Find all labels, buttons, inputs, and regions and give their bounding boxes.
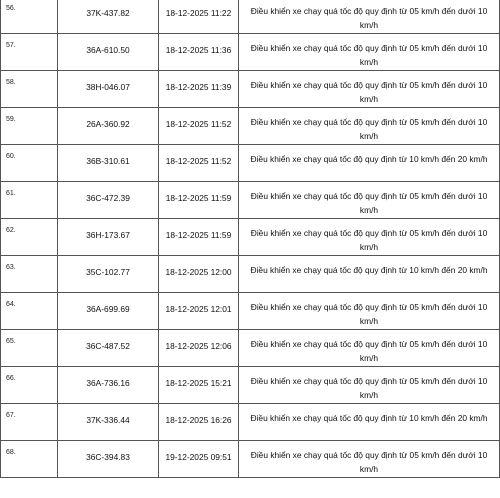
violation-time: 18-12-2025 15:21 (159, 367, 239, 404)
license-plate: 36B-310.61 (58, 145, 159, 182)
violation-time: 18-12-2025 11:36 (159, 34, 239, 71)
table-row (1, 330, 500, 367)
violation-time: 18-12-2025 11:59 (159, 182, 239, 219)
row-number: 64. (1, 293, 58, 330)
license-plate: 36C-394.83 (58, 441, 159, 478)
violation-time: 18-12-2025 12:00 (159, 256, 239, 293)
violation-time: 18-12-2025 12:06 (159, 330, 239, 367)
license-plate: 37K-437.82 (58, 0, 159, 34)
table-row (1, 256, 500, 293)
license-plate: 36A-736.16 (58, 367, 159, 404)
table-row (1, 219, 500, 256)
violation-time: 18-12-2025 11:52 (159, 145, 239, 182)
violation-description: Điều khiển xe chạy quá tốc độ quy định từ 10 km/h đến 20 km/h (239, 404, 500, 441)
violation-description: Điều khiển xe chạy quá tốc độ quy định từ 05 km/h đến dưới 10 km/h (239, 71, 500, 108)
violation-description: Điều khiển xe chạy quá tốc độ quy định từ 10 km/h đến 20 km/h (239, 256, 500, 293)
violation-description: Điều khiển xe chạy quá tốc độ quy định từ 10 km/h đến 20 km/h (239, 145, 500, 182)
row-number: 60. (1, 145, 58, 182)
violation-time: 18-12-2025 12:01 (159, 293, 239, 330)
violation-time: 19-12-2025 09:51 (159, 441, 239, 478)
row-number: 68. (1, 441, 58, 478)
violation-time: 18-12-2025 16:26 (159, 404, 239, 441)
violation-description: Điều khiển xe chạy quá tốc độ quy định từ 05 km/h đến dưới 10 km/h (239, 219, 500, 256)
violation-description: Điều khiển xe chạy quá tốc độ quy định từ 05 km/h đến dưới 10 km/h (239, 367, 500, 404)
license-plate: 36C-487.52 (58, 330, 159, 367)
license-plate: 26A-360.92 (58, 108, 159, 145)
table-row (1, 34, 500, 71)
license-plate: 36A-610.50 (58, 34, 159, 71)
violation-description: Điều khiển xe chạy quá tốc độ quy định từ 05 km/h đến dưới 10 km/h (239, 34, 500, 71)
table-row (1, 441, 500, 478)
license-plate: 35C-102.77 (58, 256, 159, 293)
table-row (1, 0, 500, 34)
row-number: 67. (1, 404, 58, 441)
table-row (1, 404, 500, 441)
row-number: 61. (1, 182, 58, 219)
row-number: 58. (1, 71, 58, 108)
row-number: 57. (1, 34, 58, 71)
violation-description: Điều khiển xe chạy quá tốc độ quy định từ 05 km/h đến dưới 10 km/h (239, 182, 500, 219)
table-row (1, 71, 500, 108)
license-plate: 38H-046.07 (58, 71, 159, 108)
row-number: 59. (1, 108, 58, 145)
row-number: 62. (1, 219, 58, 256)
row-number: 65. (1, 330, 58, 367)
violation-description: Điều khiển xe chạy quá tốc độ quy định từ 05 km/h đến dưới 10 km/h (239, 330, 500, 367)
license-plate: 37K-336.44 (58, 404, 159, 441)
table-row (1, 182, 500, 219)
violation-description: Điều khiển xe chạy quá tốc độ quy định từ 05 km/h đến dưới 10 km/h (239, 441, 500, 478)
license-plate: 36C-472.39 (58, 182, 159, 219)
license-plate: 36H-173.67 (58, 219, 159, 256)
violation-description: Điều khiển xe chạy quá tốc độ quy định từ 05 km/h đến dưới 10 km/h (239, 0, 500, 34)
violation-description: Điều khiển xe chạy quá tốc độ quy định từ 05 km/h đến dưới 10 km/h (239, 293, 500, 330)
violations-table-body (1, 0, 500, 478)
row-number: 56. (1, 0, 58, 34)
violation-time: 18-12-2025 11:22 (159, 0, 239, 34)
table-row (1, 367, 500, 404)
table-row (1, 293, 500, 330)
table-row (1, 145, 500, 182)
license-plate: 36A-699.69 (58, 293, 159, 330)
violation-time: 18-12-2025 11:52 (159, 108, 239, 145)
violation-description: Điều khiển xe chạy quá tốc độ quy định từ 05 km/h đến dưới 10 km/h (239, 108, 500, 145)
table-row (1, 108, 500, 145)
row-number: 66. (1, 367, 58, 404)
row-number: 63. (1, 256, 58, 293)
violation-time: 18-12-2025 11:39 (159, 71, 239, 108)
violation-time: 18-12-2025 11:59 (159, 219, 239, 256)
